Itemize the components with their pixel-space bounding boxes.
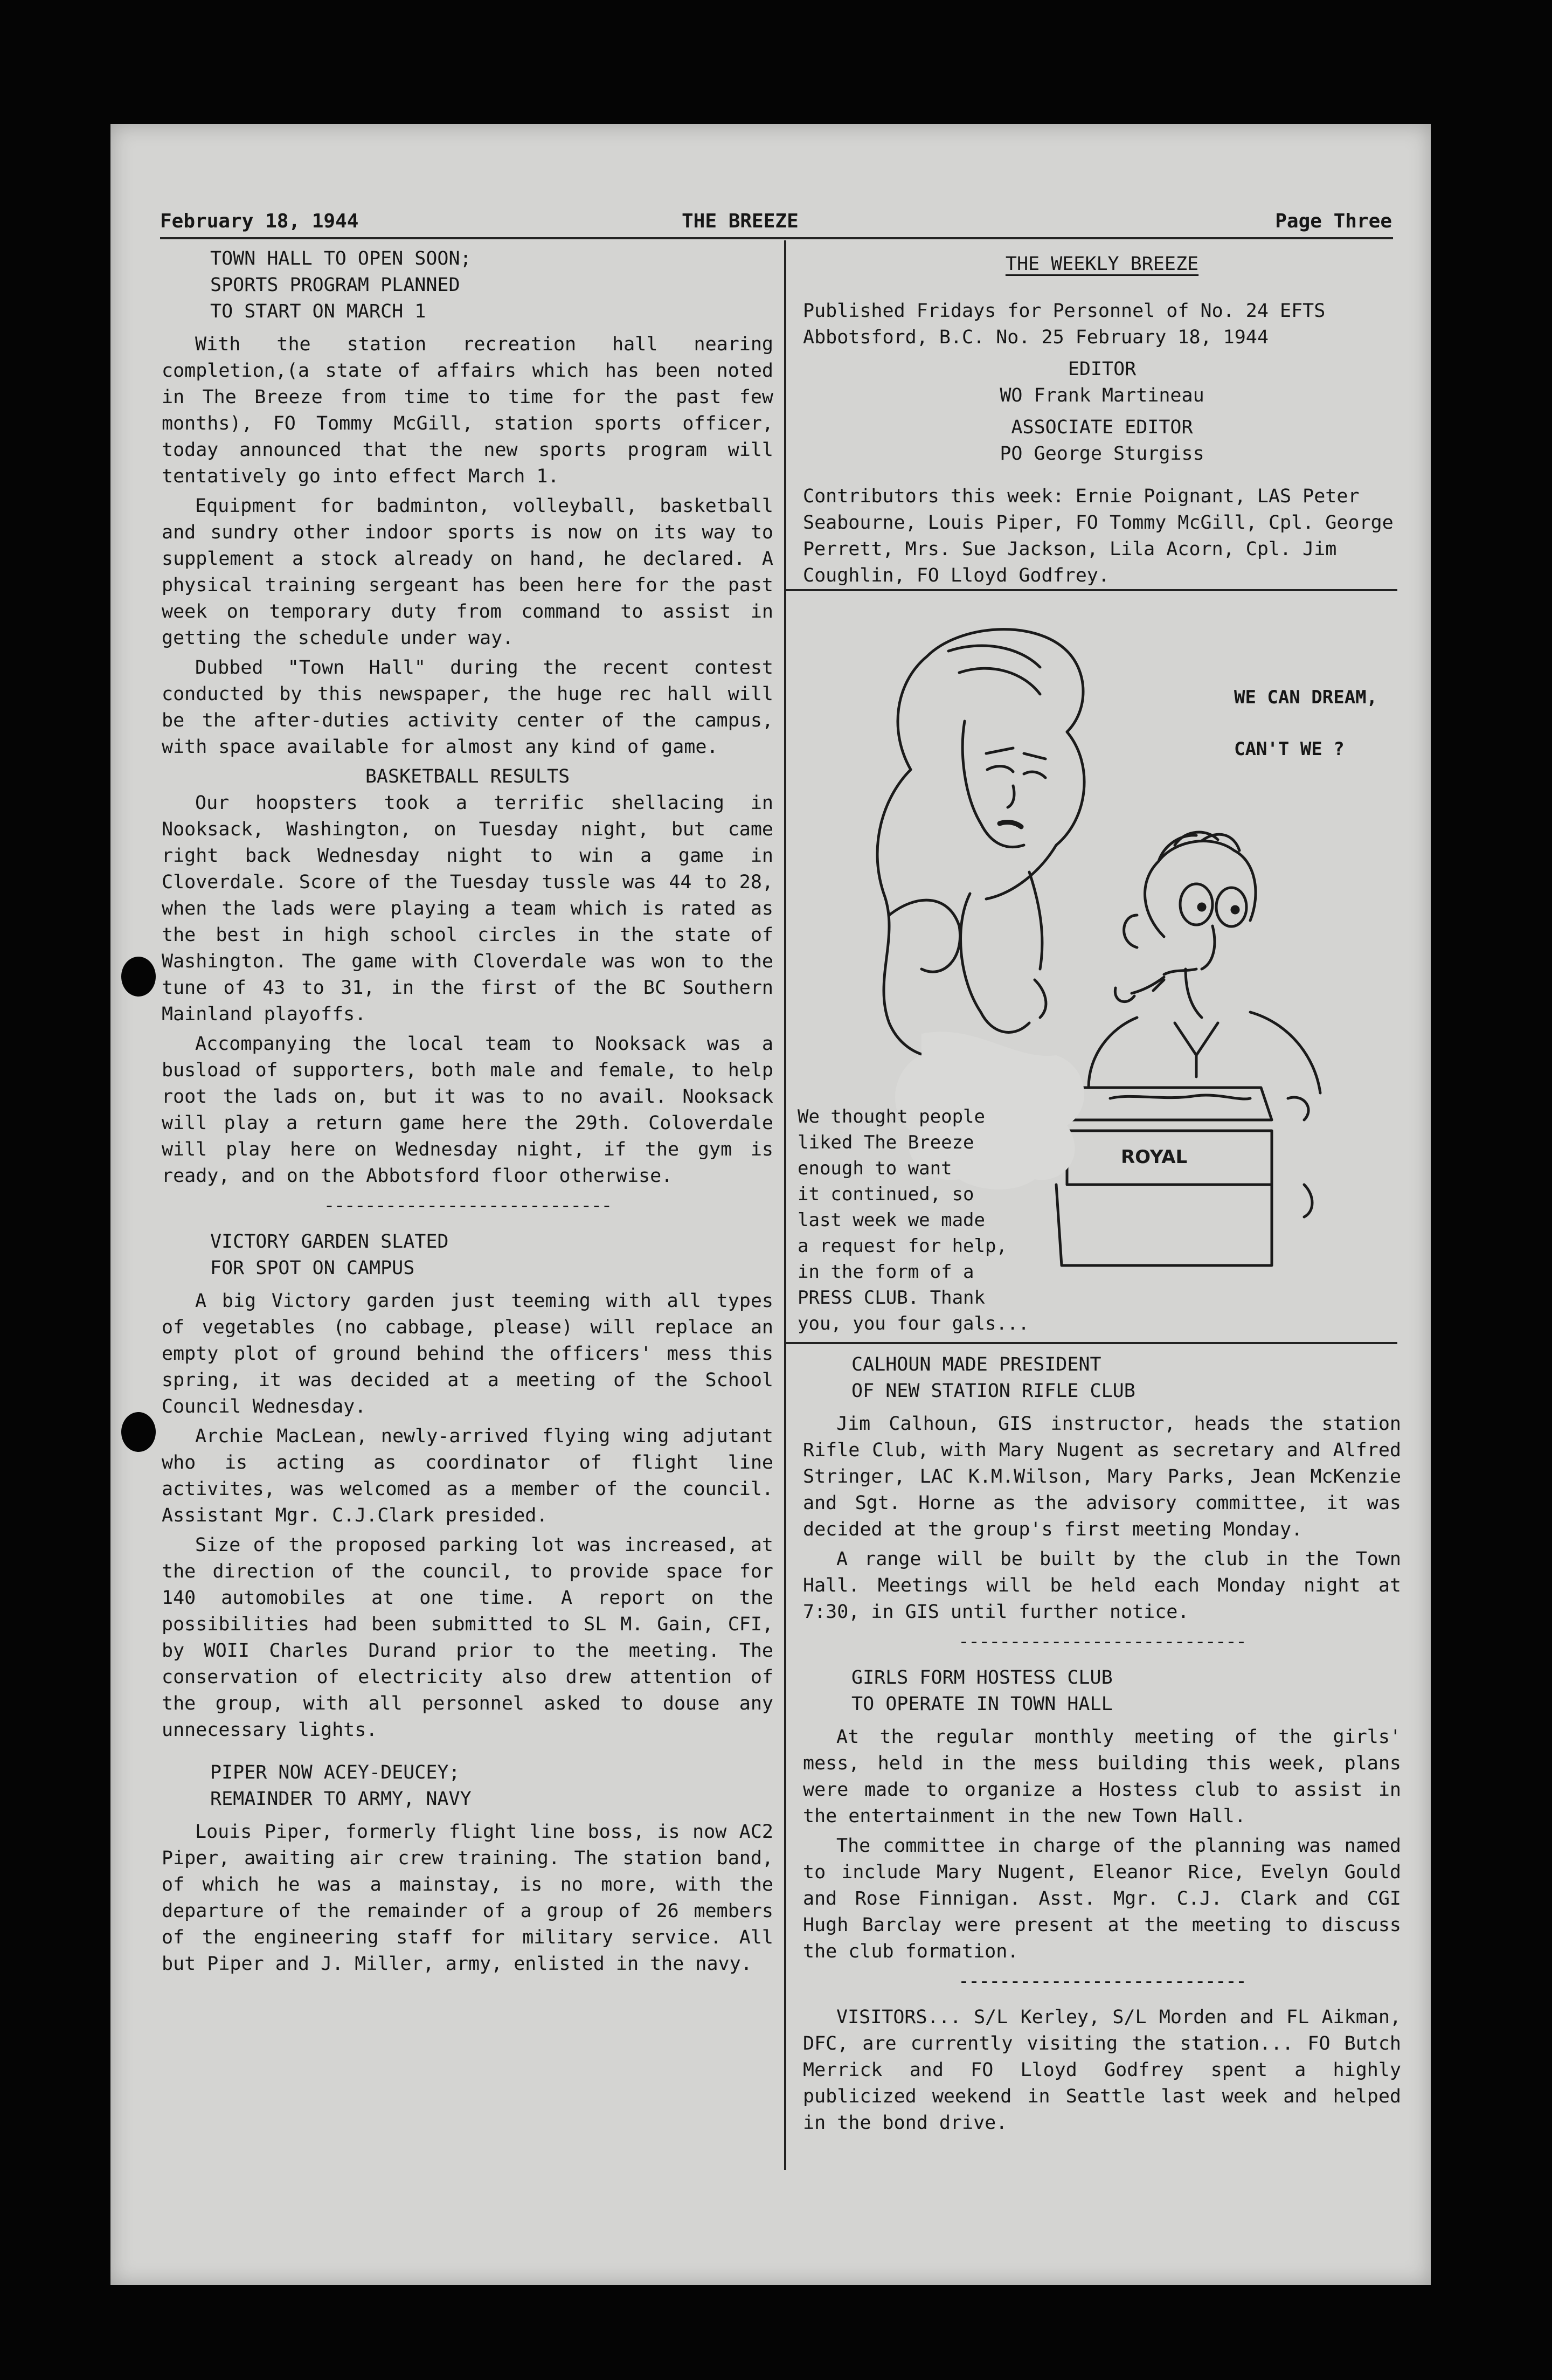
associate-editor-name: PO George Sturgiss [1000, 443, 1204, 465]
town-hall-paragraph: Equipment for badminton, volleyball, basketball and sundry other indoor sports is now on its way to supplement a stock already on hand, he declared. A physical training sergeant has been here for the past week on temporary duty from command to assist in getting the schedule under way. [162, 495, 773, 649]
typewriter-brand: ROYAL [1121, 1146, 1188, 1168]
page-number: Page Three [1275, 210, 1392, 232]
cartoon-caption-top: WE CAN DREAM, CAN'T WE ? [1234, 687, 1378, 760]
calhoun-paragraph: Jim Calhoun, GIS instructor, heads the station Rifle Club, with Mary Nugent as secretary and Alfred Stringer, LAC K.M.Wilson, Mary Parks, Jean McKenzie and Sgt. Horne as the advisory committee, it was decided at the group's first meeting Monday. [803, 1413, 1401, 1540]
basketball-paragraph: Our hoopsters took a terrific shellacing in Nooksack, Washington, on Tuesday night, but came right back Wednesday night to win a game in Cloverdale. Score of the Tuesday tussle was 44 to 28, when the lads were playing a team which is rated as the best in high school circles in the state of Washington. The game with Cloverdale was won to the tune of 43 to 31, in the first of the BC Southern Mainland playoffs. [162, 792, 773, 1025]
newspaper-page [110, 124, 1431, 2285]
hostess-club-headline: GIRLS FORM HOSTESS CLUB TO OPERATE IN TOWN HALL [851, 1667, 1113, 1715]
calhoun-paragraph: A range will be built by the club in the Town Hall. Meetings will be held each Monday night at 7:30, in GIS until further notice. [803, 1548, 1401, 1623]
visitors-paragraph: VISITORS... S/L Kerley, S/L Morden and FL Aikman, DFC, are currently visiting the station... FO Butch Merrick and FO Lloyd Godfrey spent a highly publicized weekend in Seattle last week and helped in the bond drive. [803, 2007, 1401, 2134]
calhoun-headline: CALHOUN MADE PRESIDENT OF NEW STATION RIFLE CLUB [851, 1354, 1135, 1402]
punch-hole [121, 1412, 156, 1452]
column-divider [784, 240, 786, 2170]
town-hall-paragraph: With the station recreation hall nearing completion,(a state of affairs which has been noted in The Breeze from time to time for the past few months), FO Tommy McGill, station sports officer, today announced that the new sports program will tentatively go into effect March 1. [162, 334, 773, 487]
victory-garden-headline: VICTORY GARDEN SLATED FOR SPOT ON CAMPUS [210, 1231, 449, 1279]
hostess-club-paragraph: The committee in charge of the planning was named to include Mary Nugent, Eleanor Rice, Evelyn Gould and Rose Finnigan. Asst. Mgr. C.J. Clark and CGI Hugh Barclay were present at the meeting to discuss the club formation. [803, 1835, 1401, 1962]
section-divider: ---------------------------- [323, 1195, 612, 1216]
publication-info: Published Fridays for Personnel of No. 24 EFTS Abbotsford, B.C. No. 25 February 18, 1944 [803, 300, 1326, 348]
town-hall-paragraph: Dubbed "Town Hall" during the recent contest conducted by this newspaper, the huge rec hall will be the after-duties activity center of the campus, with space available for almost any kind of game. [162, 657, 773, 758]
punch-hole [121, 957, 156, 997]
hostess-club-paragraph: At the regular monthly meeting of the girls' mess, held in the mess building this week, plans were made to organize a Hostess club to assist in the entertainment in the new Town Hall. [803, 1726, 1401, 1827]
town-hall-headline: TOWN HALL TO OPEN SOON; SPORTS PROGRAM PLANNED TO START ON MARCH 1 [210, 248, 472, 322]
editor-label: EDITOR [1068, 358, 1137, 380]
basketball-headline: BASKETBALL RESULTS [365, 766, 570, 787]
basketball-paragraph: Accompanying the local team to Nooksack was a busload of supporters, both male and female, to help root the lads on, but it was to no avail. Nooksack will play a return game here the 29th. Coloverdale will play here on Wednesday night, if the gym is ready, and on the Abbotsford floor otherwise. [162, 1033, 773, 1187]
masthead [803, 247, 1401, 592]
section-divider: ---------------------------- [958, 1970, 1246, 1992]
paper-name: THE BREEZE [682, 210, 799, 232]
section-divider: ---------------------------- [958, 1631, 1246, 1652]
victory-garden-paragraph: A big Victory garden just teeming with all types of vegetables (no cabbage, please) will replace an empty plot of ground behind the officers' mess this spring, it was decided at a meeting of the School Council Wednesday. [162, 1290, 773, 1417]
cartoon-rule [785, 1342, 1397, 1344]
issue-date: February 18, 1944 [160, 210, 359, 232]
associate-editor-label: ASSOCIATE EDITOR [1011, 417, 1193, 438]
right-lower-column [803, 1348, 1401, 2140]
editor-name: WO Frank Martineau [1000, 385, 1204, 406]
header-rule [160, 237, 1393, 239]
masthead-rule [785, 589, 1397, 591]
masthead-title: THE WEEKLY BREEZE [1005, 253, 1199, 275]
victory-garden-paragraph: Archie MacLean, newly-arrived flying wing adjutant who is acting as coordinator of flight line activites, was welcomed as a member of the council. Assistant Mgr. C.J.Clark presided. [162, 1426, 773, 1526]
cartoon-caption-side: We thought people liked The Breeze enough to want it continued, so last week we made a request for help, in the form of a PRESS CLUB. Thank you, you four gals... [798, 1106, 1029, 1334]
piper-paragraph: Louis Piper, formerly flight line boss, is now AC2 Piper, awaiting air crew training. The station band, of which he was a mainstay, is no more, with the departure of the remainder of a group of 26 members of the engineering staff for military service. All but Piper and J. Miller, army, enlisted in the navy. [162, 1821, 773, 1975]
victory-garden-paragraph: Size of the proposed parking lot was increased, at the direction of the council, to provide space for 140 automobiles at one time. A report on the possibilities had been submitted to SL M. Gain, CFI, by WOII Charles Durand prior to the meeting. The conservation of electricity also drew attention of the group, with all personnel asked to douse any unnecessary lights. [162, 1534, 773, 1741]
contributors-list: Contributors this week: Ernie Poignant, LAS Peter Seabourne, Louis Piper, FO Tommy McGill, Cpl. George Perrett, Mrs. Sue Jackson, Lila Acorn, Cpl. Jim Coughlin, FO Lloyd Godfrey. [803, 486, 1394, 586]
left-column [162, 243, 773, 1981]
piper-headline: PIPER NOW ACEY-DEUCEY; REMAINDER TO ARMY, NAVY [210, 1762, 472, 1810]
